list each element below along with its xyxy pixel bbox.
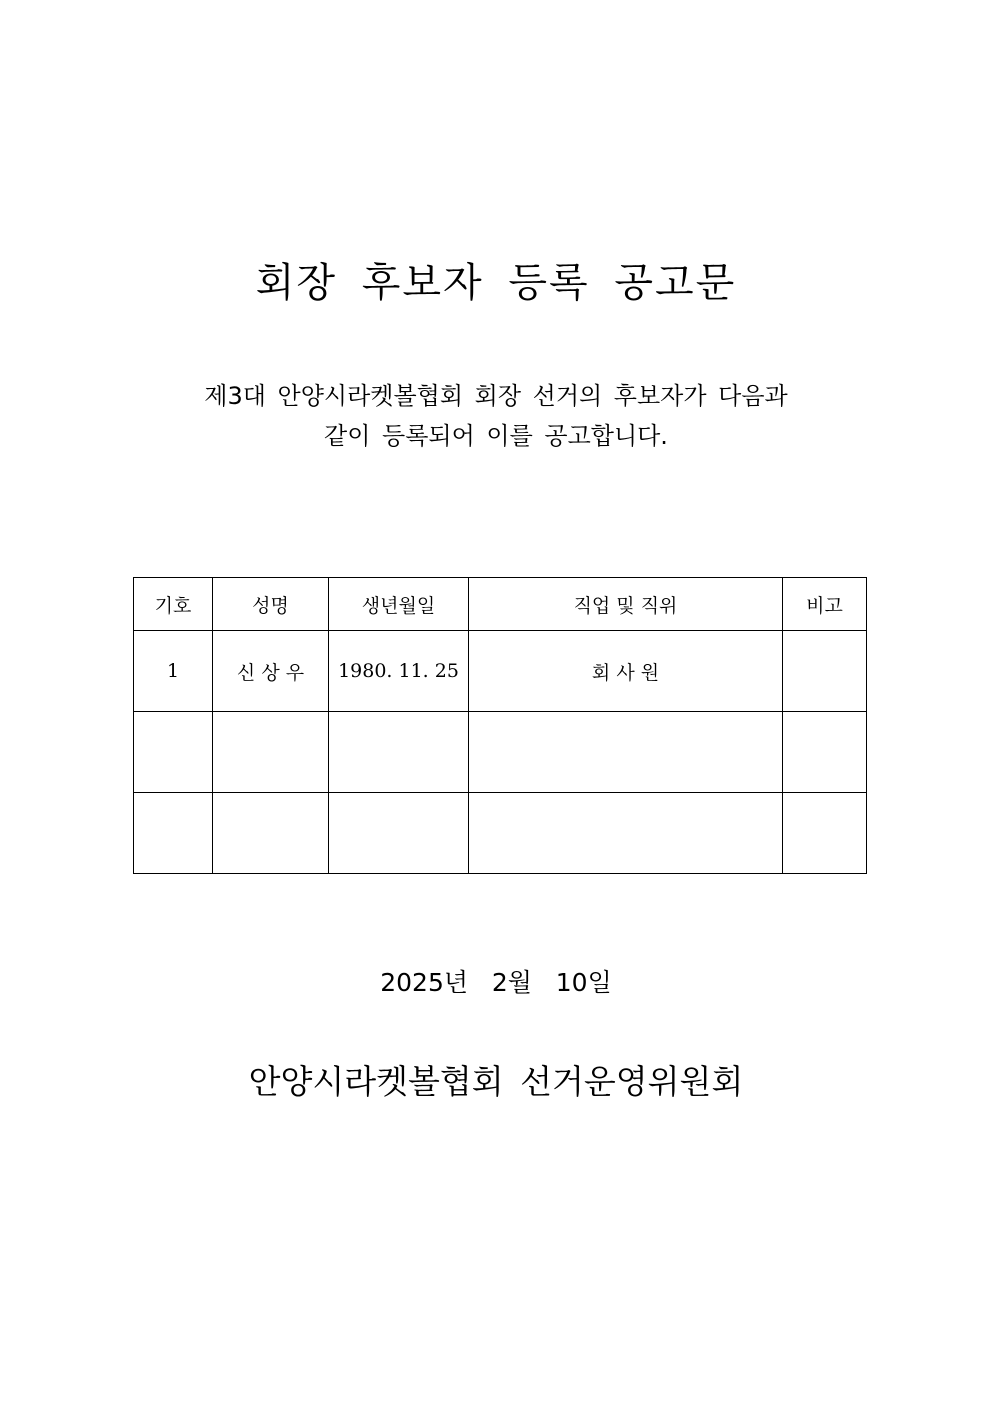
- announcement-date: 2025년 2월 10일: [380, 968, 612, 997]
- cell-occupation: [469, 712, 783, 793]
- announcement-text: [0, 376, 992, 456]
- header-occupation: 직업 및 직위: [469, 578, 783, 631]
- cell-birthdate: 1980. 11. 25: [329, 631, 469, 712]
- table-header-row: [134, 578, 867, 631]
- announcement-line-2: 같이 등록되어 이를 공고합니다.: [324, 422, 668, 450]
- candidate-table: [133, 577, 867, 874]
- cell-number: 1: [134, 631, 213, 712]
- table-row: [134, 712, 867, 793]
- cell-number: [134, 712, 213, 793]
- cell-birthdate: [329, 712, 469, 793]
- issuing-organization: 안양시라켓볼협회 선거운영위원회: [248, 1062, 744, 1101]
- cell-number: [134, 793, 213, 874]
- announcement-line-1: 제3대 안양시라켓볼협회 회장 선거의 후보자가 다음과: [204, 382, 788, 410]
- cell-occupation: 회 사 원: [469, 631, 783, 712]
- cell-name: 신 상 우: [213, 631, 329, 712]
- header-name: 성명: [213, 578, 329, 631]
- cell-name: [213, 793, 329, 874]
- cell-remarks: [783, 631, 867, 712]
- header-birthdate: 생년월일: [329, 578, 469, 631]
- header-number: 기호: [134, 578, 213, 631]
- cell-remarks: [783, 712, 867, 793]
- cell-name: [213, 712, 329, 793]
- table-row: [134, 631, 867, 712]
- cell-remarks: [783, 793, 867, 874]
- page-title: 회장 후보자 등록 공고문: [255, 260, 737, 306]
- cell-occupation: [469, 793, 783, 874]
- table-row: [134, 793, 867, 874]
- header-remarks: 비고: [783, 578, 867, 631]
- cell-birthdate: [329, 793, 469, 874]
